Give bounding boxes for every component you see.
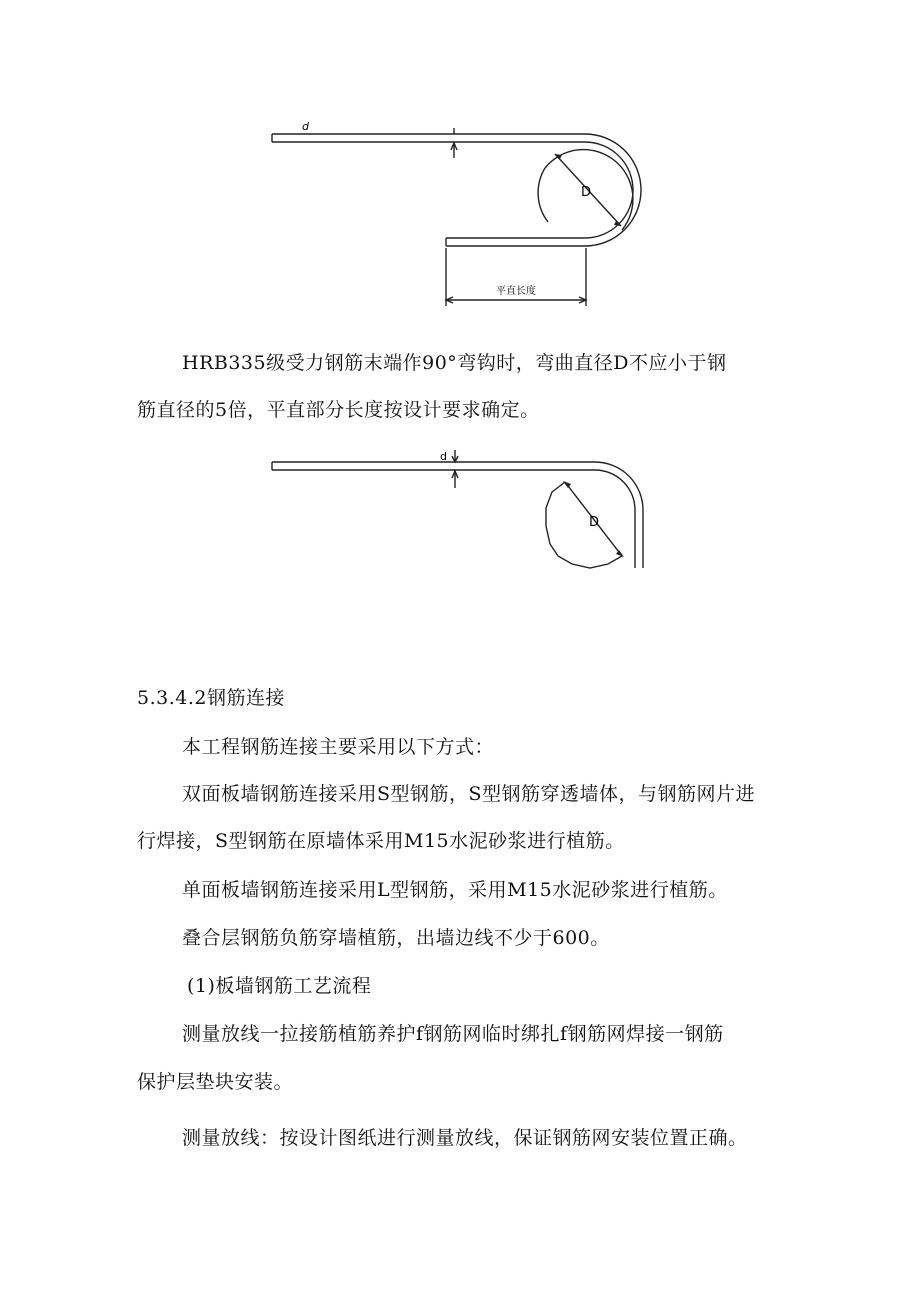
rebar-inner-edge <box>272 142 633 238</box>
subheading-1: (1)板墙钢筋工艺流程 <box>187 975 372 997</box>
hook-90-figure <box>0 440 920 580</box>
bend-circle-arc-2 <box>538 168 548 222</box>
paragraph-8: 测量放线：按设计图纸进行测量放线，保证钢筋网安装位置正确。 <box>182 1127 748 1149</box>
hook-180-drawing <box>0 110 920 310</box>
paragraph-4: 单面板墙钢筋连接采用L型钢筋，采用M15水泥砂浆进行植筋。 <box>182 879 728 901</box>
paragraph-2: 本工程钢筋连接主要采用以下方式： <box>182 736 495 758</box>
paragraph-7-line-2: 保护层垫块安装。 <box>137 1071 294 1093</box>
D-label: D <box>581 185 592 200</box>
paragraph-3-line-1: 双面板墙钢筋连接采用S型钢筋，S型钢筋穿透墙体，与钢筋网片进 <box>182 783 756 805</box>
d-label: d <box>440 450 447 463</box>
hook-180-figure <box>0 110 920 310</box>
paragraph-3-line-2: 行焊接，S型钢筋在原墙体采用M15水泥砂浆进行植筋。 <box>137 830 625 852</box>
D-label: D <box>589 515 600 530</box>
d-label: d <box>302 120 309 133</box>
bend-polygon <box>546 482 622 568</box>
paragraph-7-line-1: 测量放线一拉接筋植筋养护f钢筋网临时绑扎f钢筋网焊接一钢筋 <box>182 1023 724 1045</box>
straight-length-label: 平直长度 <box>496 286 536 297</box>
paragraph-1-line-2: 筋直径的5倍，平直部分长度按设计要求确定。 <box>137 399 540 421</box>
section-heading: 5.3.4.2钢筋连接 <box>137 687 285 709</box>
paragraph-1-line-1: HRB335级受力钢筋末端作90°弯钩时，弯曲直径D不应小于钢 <box>182 352 727 374</box>
hook-90-drawing <box>0 440 920 580</box>
rebar-inner-edge <box>272 470 635 568</box>
paragraph-5: 叠合层钢筋负筋穿墙植筋，出墙边线不少于600。 <box>182 927 610 949</box>
